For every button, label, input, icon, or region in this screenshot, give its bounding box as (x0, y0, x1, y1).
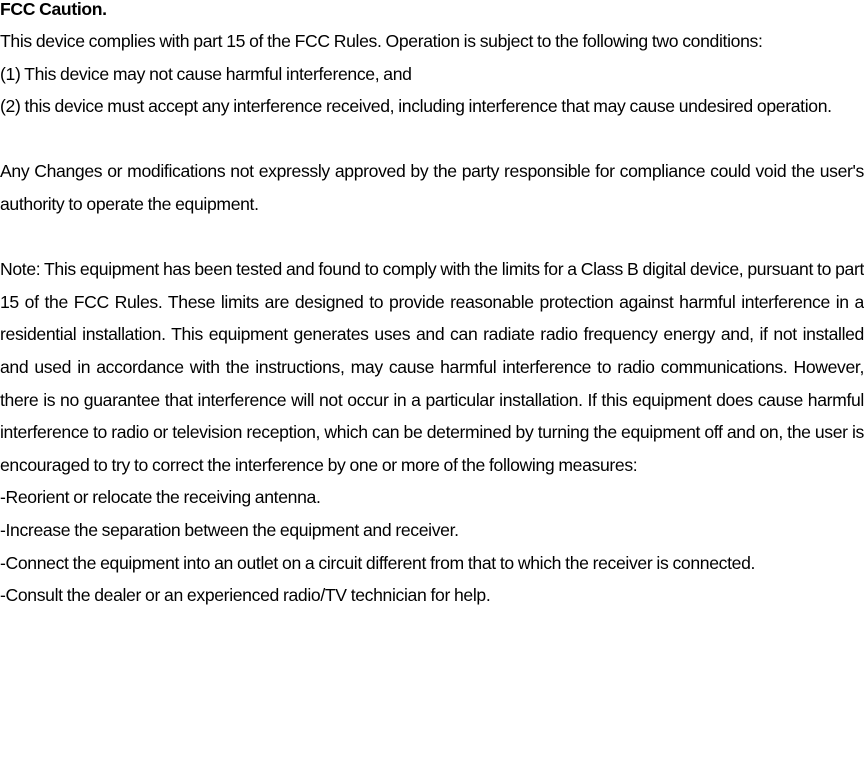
condition-1: (1) This device may not cause harmful interference, and (0, 63, 412, 84)
measure-item: -Consult the dealer or an experienced radio/TV technician for help. (0, 585, 491, 606)
condition-2: (2) this device must accept any interference received, including interference that may cause undesired operation. (0, 96, 832, 117)
paragraph-gap (0, 123, 864, 156)
modifications-warning: Any Changes or modifications not expressly approved by the party responsible for compliance could void the user's authority to operate the equipment. (0, 161, 864, 214)
measure-item: -Reorient or relocate the receiving antenna. (0, 487, 321, 508)
measure-item: -Increase the separation between the equipment and receiver. (0, 519, 459, 540)
compliance-statement: This device complies with part 15 of the FCC Rules. Operation is subject to the following two conditions: (0, 31, 763, 51)
measure-item: -Connect the equipment into an outlet on a circuit different from that to which the receiver is connected. (0, 552, 756, 573)
document-title: FCC Caution. (0, 0, 107, 19)
class-b-note: Note: This equipment has been tested and found to comply with the limits for a Class B digital device, pursuant to part 15 of the FCC Rules. These limits are designed to provide reasonable protection against harmful interference in a residential installation. This equipment generates uses and can radiate radio frequency energy and, if not installed and used in accordance with the instructions, may cause harmful interference to radio communications. However, there is no guarantee that interference will not occur in a particular installation. If this equipment does cause harmful interference to radio or television reception, which can be determined by turning the equipment off and on, the user is encouraged to try to correct the interference by one or more of the following measures: (0, 259, 864, 475)
paragraph-gap (0, 221, 864, 254)
